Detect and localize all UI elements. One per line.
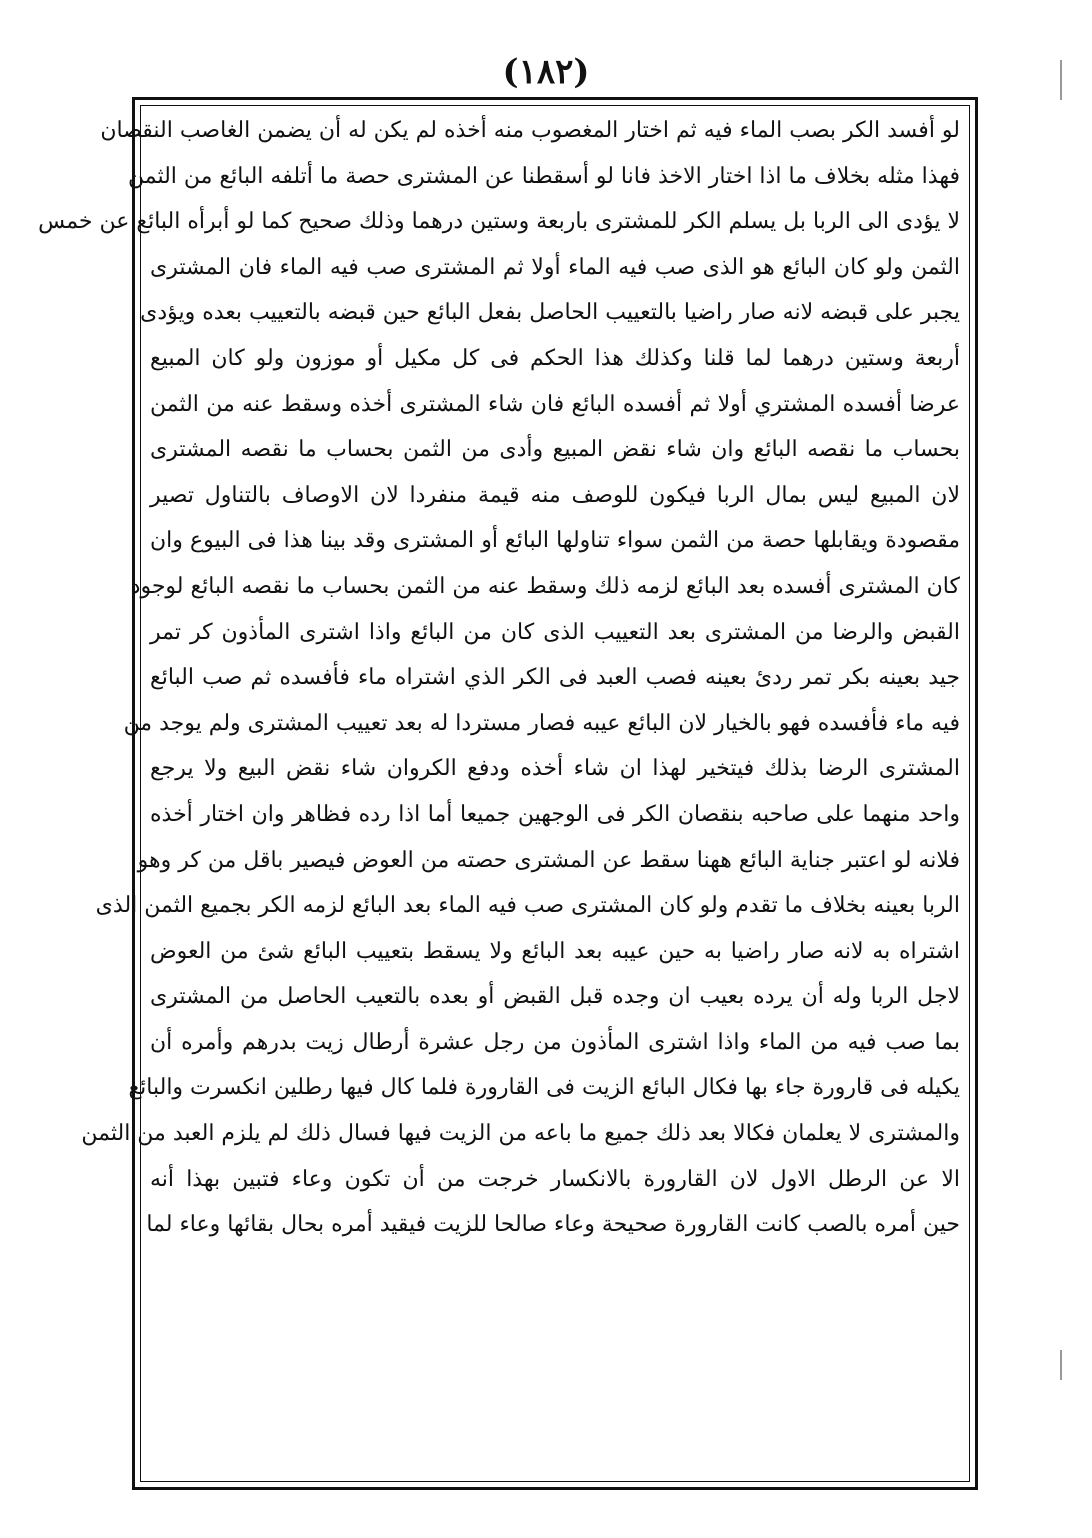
text-line: بما صب فيه من الماء واذا اشترى المأذون من رجل عشرة أرطال زيت بدرهم وأمره أن	[150, 1029, 960, 1055]
text-line: مقصودة ويقابلها حصة من الثمن سواء تناولها البائع أو المشترى وقد بينا هذا فى البيوع وان	[150, 528, 960, 554]
margin-mark	[1060, 60, 1062, 100]
text-line: والمشترى لا يعلمان فكالا بعد ذلك جميع ما باعه من الزيت فيها فسال ذلك لم يلزم العبد من الثمن	[81, 1121, 960, 1147]
text-line: كان المشترى أفسده بعد البائع لزمه ذلك وسقط عنه من الثمن بحساب ما نقصه البائع لوجود	[130, 573, 960, 599]
text-line: فلانه لو اعتبر جناية البائع ههنا سقط عن المشترى حصته من العوض فيصير باقل من كر وهو	[137, 847, 960, 873]
text-line: اشتراه به لانه صار راضيا به حين عيبه بعد البائع ولا يسقط بتعييب البائع شئ من العوض	[150, 938, 960, 964]
text-line: جيد بعينه بكر تمر ردئ بعينه فصب العبد فى الكر الذي اشتراه ماء فأفسده ثم صب البائع	[150, 665, 960, 691]
text-line: الا عن الرطل الاول لان القارورة بالانكسار خرجت من أن تكون وعاء فتبين بهذا أنه	[150, 1166, 960, 1192]
text-line: لان المبيع ليس بمال الربا فيكون للوصف منه قيمة منفردا لان الاوصاف بالتناول تصير	[150, 482, 960, 508]
text-line: الربا بعينه بخلاف ما تقدم ولو كان المشترى صب فيه الماء بعد البائع لزمه الكر بجميع الثمن الذى	[95, 893, 960, 919]
text-line: يكيله فى قارورة جاء بها فكال البائع الزيت فى القارورة فلما كال فيها رطلين انكسرت والبائع	[128, 1075, 960, 1101]
text-line: فهذا مثله بخلاف ما اذا اختار الاخذ فانا لو أسقطنا عن المشترى حصة ما أتلفه البائع من الثمن	[127, 163, 960, 189]
text-line: لو أفسد الكر بصب الماء فيه ثم اختار المغصوب منه أخذه لم يكن له أن يضمن الغاصب النقصان	[100, 118, 960, 143]
text-line: المشترى الرضا بذلك فيتخير لهذا ان شاء أخذه ودفع الكروان شاء نقض البيع ولا يرجع	[150, 756, 960, 782]
text-line: بحساب ما نقصه البائع وان شاء نقض المبيع وأدى من الثمن بحساب ما نقصه المشترى	[150, 437, 960, 463]
body-text	[38, 108, 960, 1480]
text-line: لا يؤدى الى الربا بل يسلم الكر للمشترى باربعة وستين درهما وذلك صحيح كما لو أبرأه البائع عن خمس	[38, 209, 960, 235]
text-line: واحد منهما على صاحبه بنقصان الكر فى الوجهين جميعا أما اذا رده فظاهر وان اختار أخذه	[150, 801, 960, 827]
text-line: القبض والرضا من المشترى بعد التعييب الذى كان من البائع واذا اشترى المأذون كر تمر	[150, 619, 960, 645]
text-line: حين أمره بالصب كانت القارورة صحيحة وعاء صالحا للزيت فيقيد أمره بحال بقائها وعاء لما	[146, 1212, 960, 1238]
margin-mark	[1060, 1350, 1062, 1380]
text-line: فيه ماء فأفسده فهو بالخيار لان البائع عيبه فصار مستردا له بعد تعييب المشترى ولم يوجد من	[123, 710, 960, 736]
text-line: أربعة وستين درهما لما قلنا وكذلك هذا الحكم فى كل مكيل أو موزون ولو كان المبيع	[150, 345, 960, 371]
page-number: (١٨٢)	[502, 52, 590, 92]
text-line: عرضا أفسده المشتري أولا ثم أفسده البائع فان شاء المشترى أخذه وسقط عنه من الثمن	[150, 391, 960, 417]
text-line: لاجل الربا وله أن يرده بعيب ان وجده قبل القبض أو بعده بالتعيب الحاصل من المشترى	[150, 984, 960, 1010]
text-line: الثمن ولو كان البائع هو الذى صب فيه الماء أولا ثم المشترى صب فيه الماء فان المشترى	[150, 254, 960, 280]
text-line: يجبر على قبضه لانه صار راضيا بالتعييب الحاصل بفعل البائع حين قبضه بالتعييب بعده ويؤدى	[140, 300, 960, 326]
